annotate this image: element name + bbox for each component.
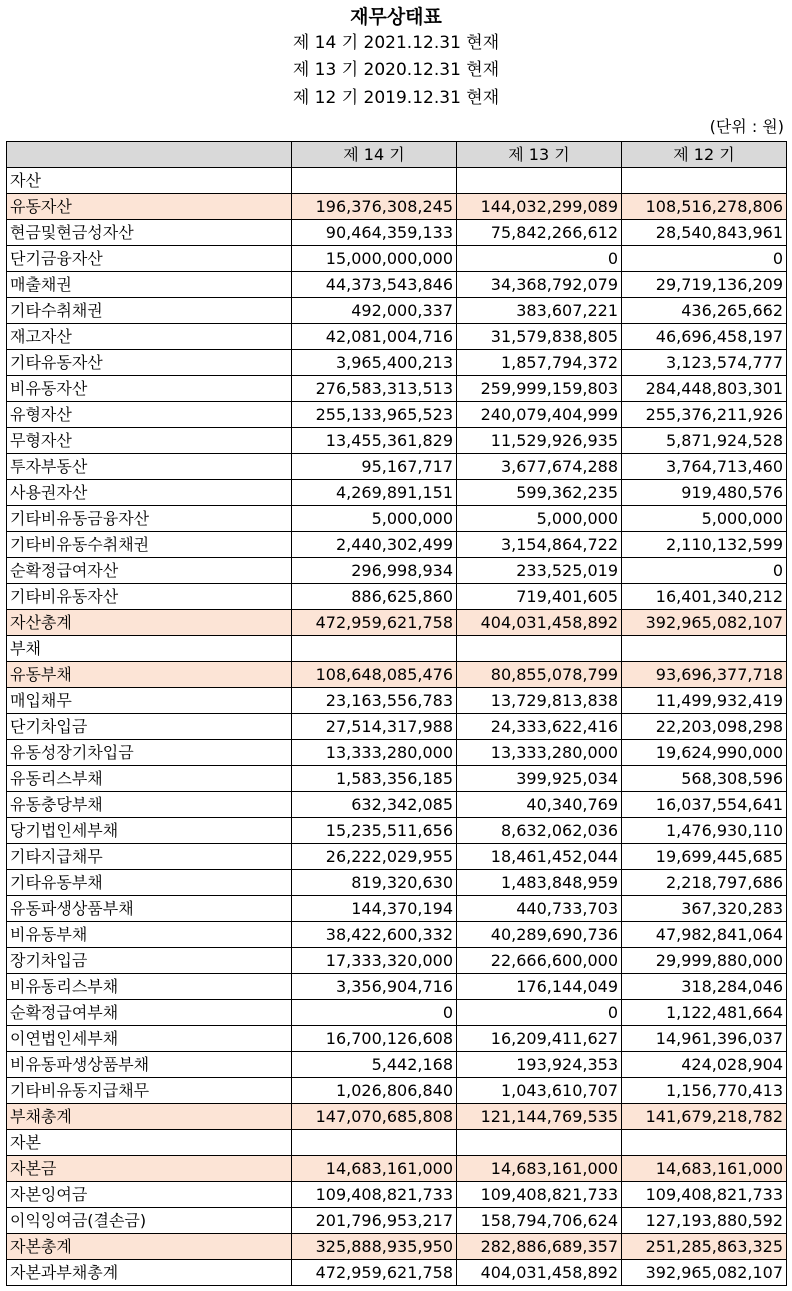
table-row <box>7 194 787 220</box>
amount-cell: 472,959,621,758 <box>292 1260 457 1286</box>
account-label: 기타지급채무 <box>7 844 292 870</box>
amount-cell: 240,079,404,999 <box>457 402 622 428</box>
unit-label: (단위 : 원) <box>709 117 784 136</box>
amount-cell: 90,464,359,133 <box>292 220 457 246</box>
amount-cell: 0 <box>457 246 622 272</box>
amount-cell: 16,037,554,641 <box>622 792 787 818</box>
amount-cell: 109,408,821,733 <box>457 1182 622 1208</box>
account-label: 매출채권 <box>7 272 292 298</box>
amount-cell: 0 <box>622 246 787 272</box>
header-period-13: 제 13 기 <box>457 142 622 168</box>
amount-cell: 251,285,863,325 <box>622 1234 787 1260</box>
account-label: 유동성장기차입금 <box>7 740 292 766</box>
account-label: 기타비유동자산 <box>7 584 292 610</box>
amount-cell: 436,265,662 <box>622 298 787 324</box>
amount-cell: 19,624,990,000 <box>622 740 787 766</box>
table-row <box>7 220 787 246</box>
account-label: 비유동리스부채 <box>7 974 292 1000</box>
amount-cell: 472,959,621,758 <box>292 610 457 636</box>
table-row <box>7 1026 787 1052</box>
amount-cell: 144,032,299,089 <box>457 194 622 220</box>
amount-cell: 176,144,049 <box>457 974 622 1000</box>
amount-cell: 0 <box>622 558 787 584</box>
account-label: 기타유동부채 <box>7 870 292 896</box>
period-line-13: 제 13 기 2020.12.31 현재 <box>292 60 500 80</box>
amount-cell: 2,218,797,686 <box>622 870 787 896</box>
amount-cell: 47,982,841,064 <box>622 922 787 948</box>
table-row <box>7 272 787 298</box>
amount-cell: 1,857,794,372 <box>457 350 622 376</box>
amount-cell: 0 <box>457 1000 622 1026</box>
amount-cell: 16,401,340,212 <box>622 584 787 610</box>
amount-cell: 392,965,082,107 <box>622 610 787 636</box>
table-row <box>7 948 787 974</box>
amount-cell: 24,333,622,416 <box>457 714 622 740</box>
amount-cell <box>622 636 787 662</box>
amount-cell: 127,193,880,592 <box>622 1208 787 1234</box>
amount-cell: 13,455,361,829 <box>292 428 457 454</box>
amount-cell: 13,333,280,000 <box>457 740 622 766</box>
header-account <box>7 142 292 168</box>
amount-cell: 404,031,458,892 <box>457 1260 622 1286</box>
amount-cell: 440,733,703 <box>457 896 622 922</box>
amount-cell: 109,408,821,733 <box>292 1182 457 1208</box>
account-label: 재고자산 <box>7 324 292 350</box>
amount-cell: 40,289,690,736 <box>457 922 622 948</box>
table-row <box>7 610 787 636</box>
amount-cell: 14,683,161,000 <box>622 1156 787 1182</box>
account-label: 이연법인세부채 <box>7 1026 292 1052</box>
amount-cell: 31,579,838,805 <box>457 324 622 350</box>
amount-cell <box>457 168 622 194</box>
table-body <box>7 168 787 1286</box>
amount-cell: 108,648,085,476 <box>292 662 457 688</box>
amount-cell: 42,081,004,716 <box>292 324 457 350</box>
table-row <box>7 376 787 402</box>
amount-cell: 296,998,934 <box>292 558 457 584</box>
table-row <box>7 636 787 662</box>
amount-cell: 5,442,168 <box>292 1052 457 1078</box>
amount-cell: 141,679,218,782 <box>622 1104 787 1130</box>
amount-cell: 8,632,062,036 <box>457 818 622 844</box>
table-row <box>7 558 787 584</box>
amount-cell: 147,070,685,808 <box>292 1104 457 1130</box>
amount-cell: 3,154,864,722 <box>457 532 622 558</box>
amount-cell: 3,123,574,777 <box>622 350 787 376</box>
table-row <box>7 714 787 740</box>
account-label: 유동충당부채 <box>7 792 292 818</box>
account-label: 무형자산 <box>7 428 292 454</box>
account-label: 부채 <box>7 636 292 662</box>
amount-cell: 121,144,769,535 <box>457 1104 622 1130</box>
table-row <box>7 922 787 948</box>
amount-cell: 0 <box>292 1000 457 1026</box>
amount-cell: 80,855,078,799 <box>457 662 622 688</box>
table-row <box>7 454 787 480</box>
account-label: 매입채무 <box>7 688 292 714</box>
table-row <box>7 1260 787 1286</box>
amount-cell: 22,203,098,298 <box>622 714 787 740</box>
amount-cell: 3,677,674,288 <box>457 454 622 480</box>
account-label: 현금및현금성자산 <box>7 220 292 246</box>
balance-sheet-table <box>6 141 787 1286</box>
table-row <box>7 688 787 714</box>
table-header <box>7 142 787 168</box>
amount-cell: 276,583,313,513 <box>292 376 457 402</box>
amount-cell: 196,376,308,245 <box>292 194 457 220</box>
account-label: 기타비유동지급채무 <box>7 1078 292 1104</box>
amount-cell: 14,961,396,037 <box>622 1026 787 1052</box>
amount-cell: 3,965,400,213 <box>292 350 457 376</box>
statement-title: 재무상태표 <box>350 6 442 28</box>
table-row <box>7 428 787 454</box>
amount-cell: 40,340,769 <box>457 792 622 818</box>
amount-cell: 44,373,543,846 <box>292 272 457 298</box>
amount-cell <box>292 168 457 194</box>
amount-cell: 325,888,935,950 <box>292 1234 457 1260</box>
amount-cell: 3,764,713,460 <box>622 454 787 480</box>
amount-cell: 34,368,792,079 <box>457 272 622 298</box>
table-row <box>7 766 787 792</box>
amount-cell: 19,699,445,685 <box>622 844 787 870</box>
table-row <box>7 1000 787 1026</box>
amount-cell: 29,999,880,000 <box>622 948 787 974</box>
table-row <box>7 818 787 844</box>
amount-cell: 17,333,320,000 <box>292 948 457 974</box>
table-row <box>7 584 787 610</box>
table-row <box>7 844 787 870</box>
amount-cell: 193,924,353 <box>457 1052 622 1078</box>
amount-cell: 158,794,706,624 <box>457 1208 622 1234</box>
account-label: 기타비유동수취채권 <box>7 532 292 558</box>
amount-cell: 424,028,904 <box>622 1052 787 1078</box>
table-row <box>7 1208 787 1234</box>
amount-cell: 632,342,085 <box>292 792 457 818</box>
amount-cell: 492,000,337 <box>292 298 457 324</box>
amount-cell: 28,540,843,961 <box>622 220 787 246</box>
table-row <box>7 1234 787 1260</box>
amount-cell: 15,235,511,656 <box>292 818 457 844</box>
account-label: 단기금융자산 <box>7 246 292 272</box>
table-row <box>7 480 787 506</box>
amount-cell: 255,376,211,926 <box>622 402 787 428</box>
account-label: 자본총계 <box>7 1234 292 1260</box>
amount-cell <box>622 168 787 194</box>
amount-cell: 886,625,860 <box>292 584 457 610</box>
amount-cell: 109,408,821,733 <box>622 1182 787 1208</box>
amount-cell: 1,156,770,413 <box>622 1078 787 1104</box>
table-row <box>7 246 787 272</box>
amount-cell: 95,167,717 <box>292 454 457 480</box>
amount-cell: 29,719,136,209 <box>622 272 787 298</box>
header-row <box>7 142 787 168</box>
account-label: 자본금 <box>7 1156 292 1182</box>
table-row <box>7 740 787 766</box>
amount-cell: 27,514,317,988 <box>292 714 457 740</box>
amount-cell: 16,700,126,608 <box>292 1026 457 1052</box>
account-label: 자본과부채총계 <box>7 1260 292 1286</box>
amount-cell: 13,729,813,838 <box>457 688 622 714</box>
table-row <box>7 1078 787 1104</box>
amount-cell: 392,965,082,107 <box>622 1260 787 1286</box>
amount-cell: 5,000,000 <box>457 506 622 532</box>
amount-cell: 399,925,034 <box>457 766 622 792</box>
amount-cell: 18,461,452,044 <box>457 844 622 870</box>
table-row <box>7 506 787 532</box>
amount-cell: 1,043,610,707 <box>457 1078 622 1104</box>
amount-cell <box>457 636 622 662</box>
table-row <box>7 1156 787 1182</box>
table-row <box>7 532 787 558</box>
amount-cell: 16,209,411,627 <box>457 1026 622 1052</box>
account-label: 유동파생상품부채 <box>7 896 292 922</box>
header-period-14: 제 14 기 <box>292 142 457 168</box>
amount-cell: 11,529,926,935 <box>457 428 622 454</box>
amount-cell: 599,362,235 <box>457 480 622 506</box>
amount-cell: 46,696,458,197 <box>622 324 787 350</box>
table-row <box>7 1104 787 1130</box>
amount-cell: 14,683,161,000 <box>292 1156 457 1182</box>
amount-cell <box>292 1130 457 1156</box>
amount-cell: 1,122,481,664 <box>622 1000 787 1026</box>
account-label: 기타비유동금융자산 <box>7 506 292 532</box>
header-period-12: 제 12 기 <box>622 142 787 168</box>
amount-cell: 3,356,904,716 <box>292 974 457 1000</box>
amount-cell: 14,683,161,000 <box>457 1156 622 1182</box>
amount-cell: 1,483,848,959 <box>457 870 622 896</box>
account-label: 유동부채 <box>7 662 292 688</box>
table-row <box>7 870 787 896</box>
amount-cell: 284,448,803,301 <box>622 376 787 402</box>
amount-cell: 2,110,132,599 <box>622 532 787 558</box>
amount-cell <box>292 636 457 662</box>
amount-cell: 201,796,953,217 <box>292 1208 457 1234</box>
account-label: 기타유동자산 <box>7 350 292 376</box>
table-row <box>7 298 787 324</box>
amount-cell: 22,666,600,000 <box>457 948 622 974</box>
amount-cell: 75,842,266,612 <box>457 220 622 246</box>
amount-cell: 1,476,930,110 <box>622 818 787 844</box>
account-label: 당기법인세부채 <box>7 818 292 844</box>
account-label: 자본 <box>7 1130 292 1156</box>
amount-cell: 26,222,029,955 <box>292 844 457 870</box>
table-row <box>7 324 787 350</box>
table-row <box>7 350 787 376</box>
account-label: 자산 <box>7 168 292 194</box>
table-row <box>7 1052 787 1078</box>
amount-cell: 1,026,806,840 <box>292 1078 457 1104</box>
table-row <box>7 1130 787 1156</box>
account-label: 사용권자산 <box>7 480 292 506</box>
table-row <box>7 974 787 1000</box>
account-label: 단기차입금 <box>7 714 292 740</box>
account-label: 부채총계 <box>7 1104 292 1130</box>
account-label: 순확정급여부채 <box>7 1000 292 1026</box>
amount-cell: 259,999,159,803 <box>457 376 622 402</box>
amount-cell: 367,320,283 <box>622 896 787 922</box>
amount-cell: 819,320,630 <box>292 870 457 896</box>
amount-cell: 2,440,302,499 <box>292 532 457 558</box>
account-label: 투자부동산 <box>7 454 292 480</box>
period-line-12: 제 12 기 2019.12.31 현재 <box>292 88 500 108</box>
amount-cell: 233,525,019 <box>457 558 622 584</box>
amount-cell: 5,871,924,528 <box>622 428 787 454</box>
amount-cell: 1,583,356,185 <box>292 766 457 792</box>
amount-cell <box>457 1130 622 1156</box>
amount-cell: 318,284,046 <box>622 974 787 1000</box>
amount-cell: 15,000,000,000 <box>292 246 457 272</box>
amount-cell: 383,607,221 <box>457 298 622 324</box>
period-line-14: 제 14 기 2021.12.31 현재 <box>292 33 500 53</box>
account-label: 유동리스부채 <box>7 766 292 792</box>
amount-cell: 38,422,600,332 <box>292 922 457 948</box>
table-row <box>7 792 787 818</box>
table-row <box>7 662 787 688</box>
amount-cell: 4,269,891,151 <box>292 480 457 506</box>
amount-cell: 5,000,000 <box>292 506 457 532</box>
account-label: 순확정급여자산 <box>7 558 292 584</box>
amount-cell: 568,308,596 <box>622 766 787 792</box>
amount-cell: 13,333,280,000 <box>292 740 457 766</box>
amount-cell: 11,499,932,419 <box>622 688 787 714</box>
amount-cell: 282,886,689,357 <box>457 1234 622 1260</box>
amount-cell: 5,000,000 <box>622 506 787 532</box>
account-label: 비유동파생상품부채 <box>7 1052 292 1078</box>
amount-cell: 144,370,194 <box>292 896 457 922</box>
account-label: 장기차입금 <box>7 948 292 974</box>
account-label: 비유동부채 <box>7 922 292 948</box>
account-label: 자산총계 <box>7 610 292 636</box>
account-label: 자본잉여금 <box>7 1182 292 1208</box>
amount-cell: 108,516,278,806 <box>622 194 787 220</box>
account-label: 비유동자산 <box>7 376 292 402</box>
amount-cell: 255,133,965,523 <box>292 402 457 428</box>
table-row <box>7 168 787 194</box>
amount-cell: 404,031,458,892 <box>457 610 622 636</box>
account-label: 이익잉여금(결손금) <box>7 1208 292 1234</box>
amount-cell: 23,163,556,783 <box>292 688 457 714</box>
account-label: 기타수취채권 <box>7 298 292 324</box>
account-label: 유동자산 <box>7 194 292 220</box>
table-row <box>7 896 787 922</box>
account-label: 유형자산 <box>7 402 292 428</box>
amount-cell <box>622 1130 787 1156</box>
table-row <box>7 1182 787 1208</box>
table-row <box>7 402 787 428</box>
amount-cell: 719,401,605 <box>457 584 622 610</box>
amount-cell: 93,696,377,718 <box>622 662 787 688</box>
amount-cell: 919,480,576 <box>622 480 787 506</box>
